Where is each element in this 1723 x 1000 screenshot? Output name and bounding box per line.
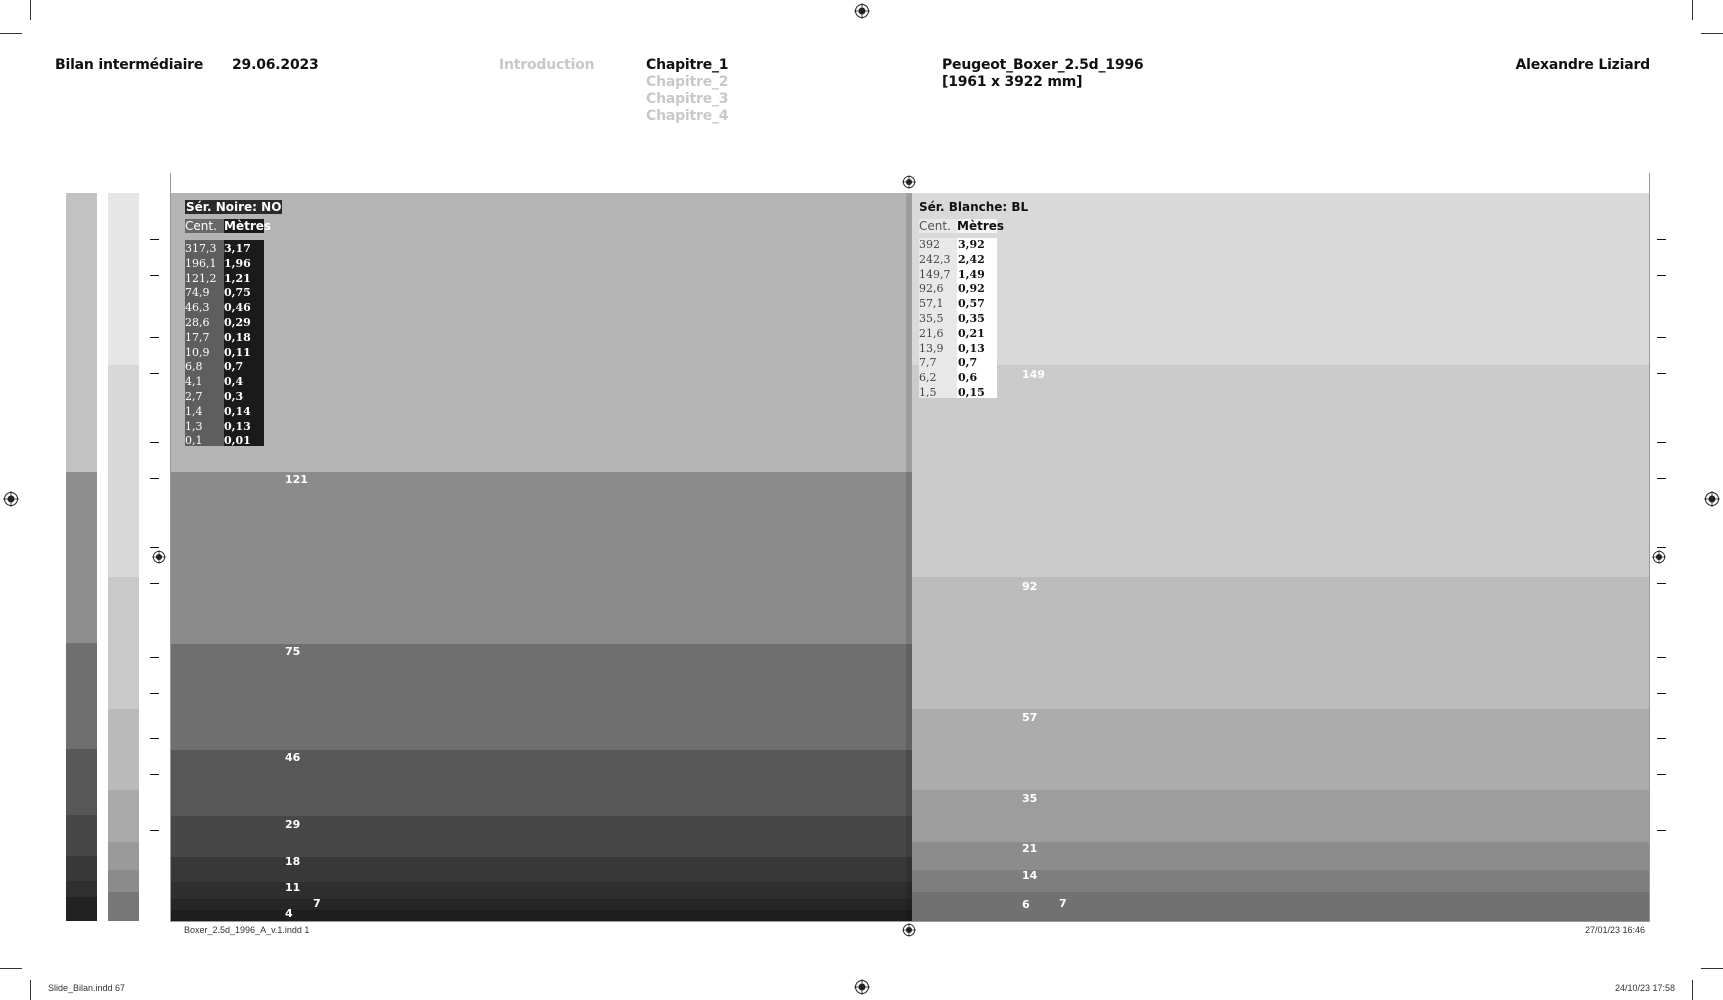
swatch-strip-dark (66, 193, 97, 921)
noire-band-8 (170, 899, 912, 910)
blanche-col-metres: Mètres (957, 219, 1005, 233)
metres-value: 0,01 (224, 434, 251, 448)
swatch-strip-light (108, 193, 139, 921)
tick-mark (150, 583, 159, 584)
metres-value: 0,14 (224, 404, 251, 418)
tick-mark (1657, 239, 1666, 240)
tick-mark (150, 478, 159, 479)
outer-slug-left: Slide_Bilan.indd 67 (48, 983, 126, 993)
cent-value: 46,3 (185, 301, 210, 315)
serie-noire-panel (170, 193, 912, 921)
cent-value: 6,2 (919, 371, 937, 385)
frame-line-right (1649, 173, 1650, 921)
blanche-band-label: 149 (1022, 368, 1045, 381)
metres-value: 0,29 (224, 315, 251, 329)
table-row (185, 434, 264, 449)
table-row (185, 286, 264, 301)
table-row (185, 375, 264, 390)
table-row (185, 272, 264, 287)
cent-value: 57,1 (919, 297, 944, 311)
table-row (919, 342, 998, 357)
table-row (919, 282, 998, 297)
tick-mark (1657, 442, 1666, 443)
noire-table-title: Sér. Noire: NO (186, 200, 282, 214)
metres-value: 0,4 (224, 375, 244, 389)
cent-value: 13,9 (919, 341, 944, 355)
cent-value: 2,7 (185, 389, 203, 403)
table-row (185, 346, 264, 361)
metres-value: 0,3 (224, 389, 244, 403)
project-name: Peugeot_Boxer_2.5d_1996 (942, 57, 1144, 73)
cent-value: 196,1 (185, 256, 217, 270)
tick-mark (1657, 478, 1666, 479)
tick-mark (150, 830, 159, 831)
registration-mark-icon (902, 923, 916, 937)
metres-value: 1,49 (958, 267, 985, 281)
nav-chapitre-4[interactable]: Chapitre_4 (646, 108, 729, 124)
blanche-table (919, 238, 998, 401)
noire-band-5 (170, 816, 912, 857)
table-row (185, 301, 264, 316)
blanche-table-title: Sér. Blanche: BL (919, 200, 1029, 214)
metres-value: 0,21 (958, 326, 985, 340)
blanche-band-2 (912, 365, 1650, 577)
metres-value: 0,11 (224, 345, 251, 359)
blanche-band-1 (912, 193, 1650, 365)
blanche-band-label: 7 (1059, 897, 1067, 910)
blanche-band-label: 35 (1022, 792, 1038, 805)
cent-value: 7,7 (919, 356, 937, 370)
table-row (919, 386, 998, 401)
table-row (919, 238, 998, 253)
metres-value: 2,42 (958, 252, 985, 266)
registration-mark-icon (854, 979, 870, 995)
table-row (919, 327, 998, 342)
blanche-band-label: 21 (1022, 842, 1038, 855)
inner-slug-right: 27/01/23 16:46 (1585, 925, 1646, 935)
page-date: 29.06.2023 (232, 57, 319, 73)
table-row (185, 405, 264, 420)
table-row (185, 390, 264, 405)
table-row (919, 356, 998, 371)
noire-band-label: 4 (285, 907, 293, 920)
tick-mark (150, 275, 159, 276)
registration-mark-icon (854, 3, 870, 19)
serie-blanche-panel (912, 193, 1650, 921)
tick-mark (1657, 657, 1666, 658)
metres-value: 0,13 (224, 419, 251, 433)
tick-mark (150, 693, 159, 694)
metres-value: 0,18 (224, 330, 251, 344)
tick-mark (150, 547, 159, 548)
noire-col-metres: Mètres (224, 219, 272, 233)
crop-mark (0, 968, 22, 969)
nav-introduction[interactable]: Introduction (499, 57, 595, 73)
cent-value: 317,3 (185, 242, 217, 255)
noire-band-6 (170, 857, 912, 882)
blanche-band-label: 14 (1022, 869, 1038, 882)
tick-mark (150, 337, 159, 338)
noire-band-label: 18 (285, 855, 301, 868)
crop-mark (1692, 980, 1693, 1000)
tick-mark (1657, 774, 1666, 775)
tick-mark (150, 657, 159, 658)
metres-value: 0,92 (958, 282, 985, 296)
cent-value: 17,7 (185, 330, 210, 344)
nav-chapitre-1[interactable]: Chapitre_1 (646, 57, 729, 73)
tick-mark (1657, 583, 1666, 584)
noire-band-2 (170, 472, 912, 644)
tick-mark (150, 442, 159, 443)
crop-mark (30, 980, 31, 1000)
metres-value: 3,92 (958, 238, 985, 251)
noire-band-9 (170, 910, 912, 921)
noire-band-1 (170, 193, 912, 472)
cent-value: 242,3 (919, 252, 951, 266)
cent-value: 4,1 (185, 375, 203, 389)
noire-table (185, 242, 264, 449)
tick-mark (1657, 373, 1666, 374)
page-title: Bilan intermédiaire (55, 57, 204, 73)
crop-mark (30, 0, 31, 20)
table-row (919, 253, 998, 268)
cent-value: 392 (919, 238, 940, 251)
cent-value: 92,6 (919, 282, 944, 296)
registration-mark-icon (3, 491, 19, 507)
table-row (919, 297, 998, 312)
tick-mark (1657, 547, 1666, 548)
registration-mark-icon (1704, 491, 1720, 507)
table-row (919, 312, 998, 327)
noire-band-label: 11 (285, 881, 301, 894)
table-row (185, 257, 264, 272)
registration-mark-icon (152, 550, 166, 564)
cent-value: 21,6 (919, 326, 944, 340)
frame-line-bottom (170, 921, 1650, 922)
metres-value: 0,13 (958, 341, 985, 355)
cent-value: 1,3 (185, 419, 203, 433)
noire-band-7 (170, 882, 912, 899)
crop-mark (1692, 0, 1693, 20)
blanche-band-label: 57 (1022, 711, 1038, 724)
noire-band-3 (170, 644, 912, 750)
metres-value: 0,46 (224, 301, 251, 315)
cent-value: 74,9 (185, 286, 210, 300)
metres-value: 0,7 (958, 356, 978, 370)
crop-mark (1701, 968, 1723, 969)
table-row (185, 360, 264, 375)
noire-band-label: 75 (285, 645, 301, 658)
noire-band-label: 29 (285, 818, 301, 831)
cent-value: 35,5 (919, 311, 944, 325)
metres-value: 0,7 (224, 360, 244, 374)
cent-value: 149,7 (919, 267, 951, 281)
crop-mark (1701, 33, 1723, 34)
cent-value: 1,4 (185, 404, 203, 418)
blanche-col-cent: Cent. (919, 219, 957, 233)
author-name: Alexandre Liziard (1515, 57, 1650, 73)
table-row (185, 316, 264, 331)
noire-col-cent: Cent. (185, 219, 224, 233)
metres-value: 1,96 (224, 256, 251, 270)
table-row (185, 420, 264, 435)
noire-band-label: 7 (313, 897, 321, 910)
registration-mark-icon (902, 175, 916, 189)
table-row (919, 268, 998, 283)
outer-slug-right: 24/10/23 17:58 (1615, 983, 1676, 993)
table-row (185, 242, 264, 257)
inner-slug-left: Boxer_2.5d_1996_A_v.1.indd 1 (184, 925, 310, 935)
nav-chapitre-2[interactable]: Chapitre_2 (646, 74, 729, 90)
tick-mark (1657, 738, 1666, 739)
tick-mark (150, 738, 159, 739)
noire-band-label: 121 (285, 473, 308, 486)
cent-value: 28,6 (185, 315, 210, 329)
tick-mark (1657, 693, 1666, 694)
tick-mark (150, 239, 159, 240)
nav-chapitre-3[interactable]: Chapitre_3 (646, 91, 729, 107)
blanche-band-3 (912, 577, 1650, 709)
project-dimensions: [1961 x 3922 mm] (942, 74, 1083, 90)
registration-mark-icon (1652, 550, 1666, 564)
blanche-band-label: 92 (1022, 580, 1038, 593)
tick-mark (1657, 830, 1666, 831)
noire-band-label: 46 (285, 751, 301, 764)
metres-value: 0,57 (958, 297, 985, 311)
cent-value: 121,2 (185, 271, 217, 285)
tick-mark (150, 774, 159, 775)
cent-value: 6,8 (185, 360, 203, 374)
tick-mark (1657, 337, 1666, 338)
blanche-band-label: 6 (1022, 898, 1030, 911)
metres-value: 3,17 (224, 242, 251, 255)
crop-mark (0, 33, 22, 34)
tick-mark (150, 373, 159, 374)
noire-band-4 (170, 750, 912, 816)
cent-value: 0,1 (185, 434, 203, 448)
frame-line-left (170, 173, 171, 921)
metres-value: 0,6 (958, 371, 978, 385)
table-row (185, 331, 264, 346)
cent-value: 10,9 (185, 345, 210, 359)
metres-value: 0,75 (224, 286, 251, 300)
tick-mark (1657, 275, 1666, 276)
table-row (919, 371, 998, 386)
metres-value: 0,15 (958, 385, 985, 399)
metres-value: 1,21 (224, 271, 251, 285)
metres-value: 0,35 (958, 311, 985, 325)
cent-value: 1,5 (919, 385, 937, 399)
